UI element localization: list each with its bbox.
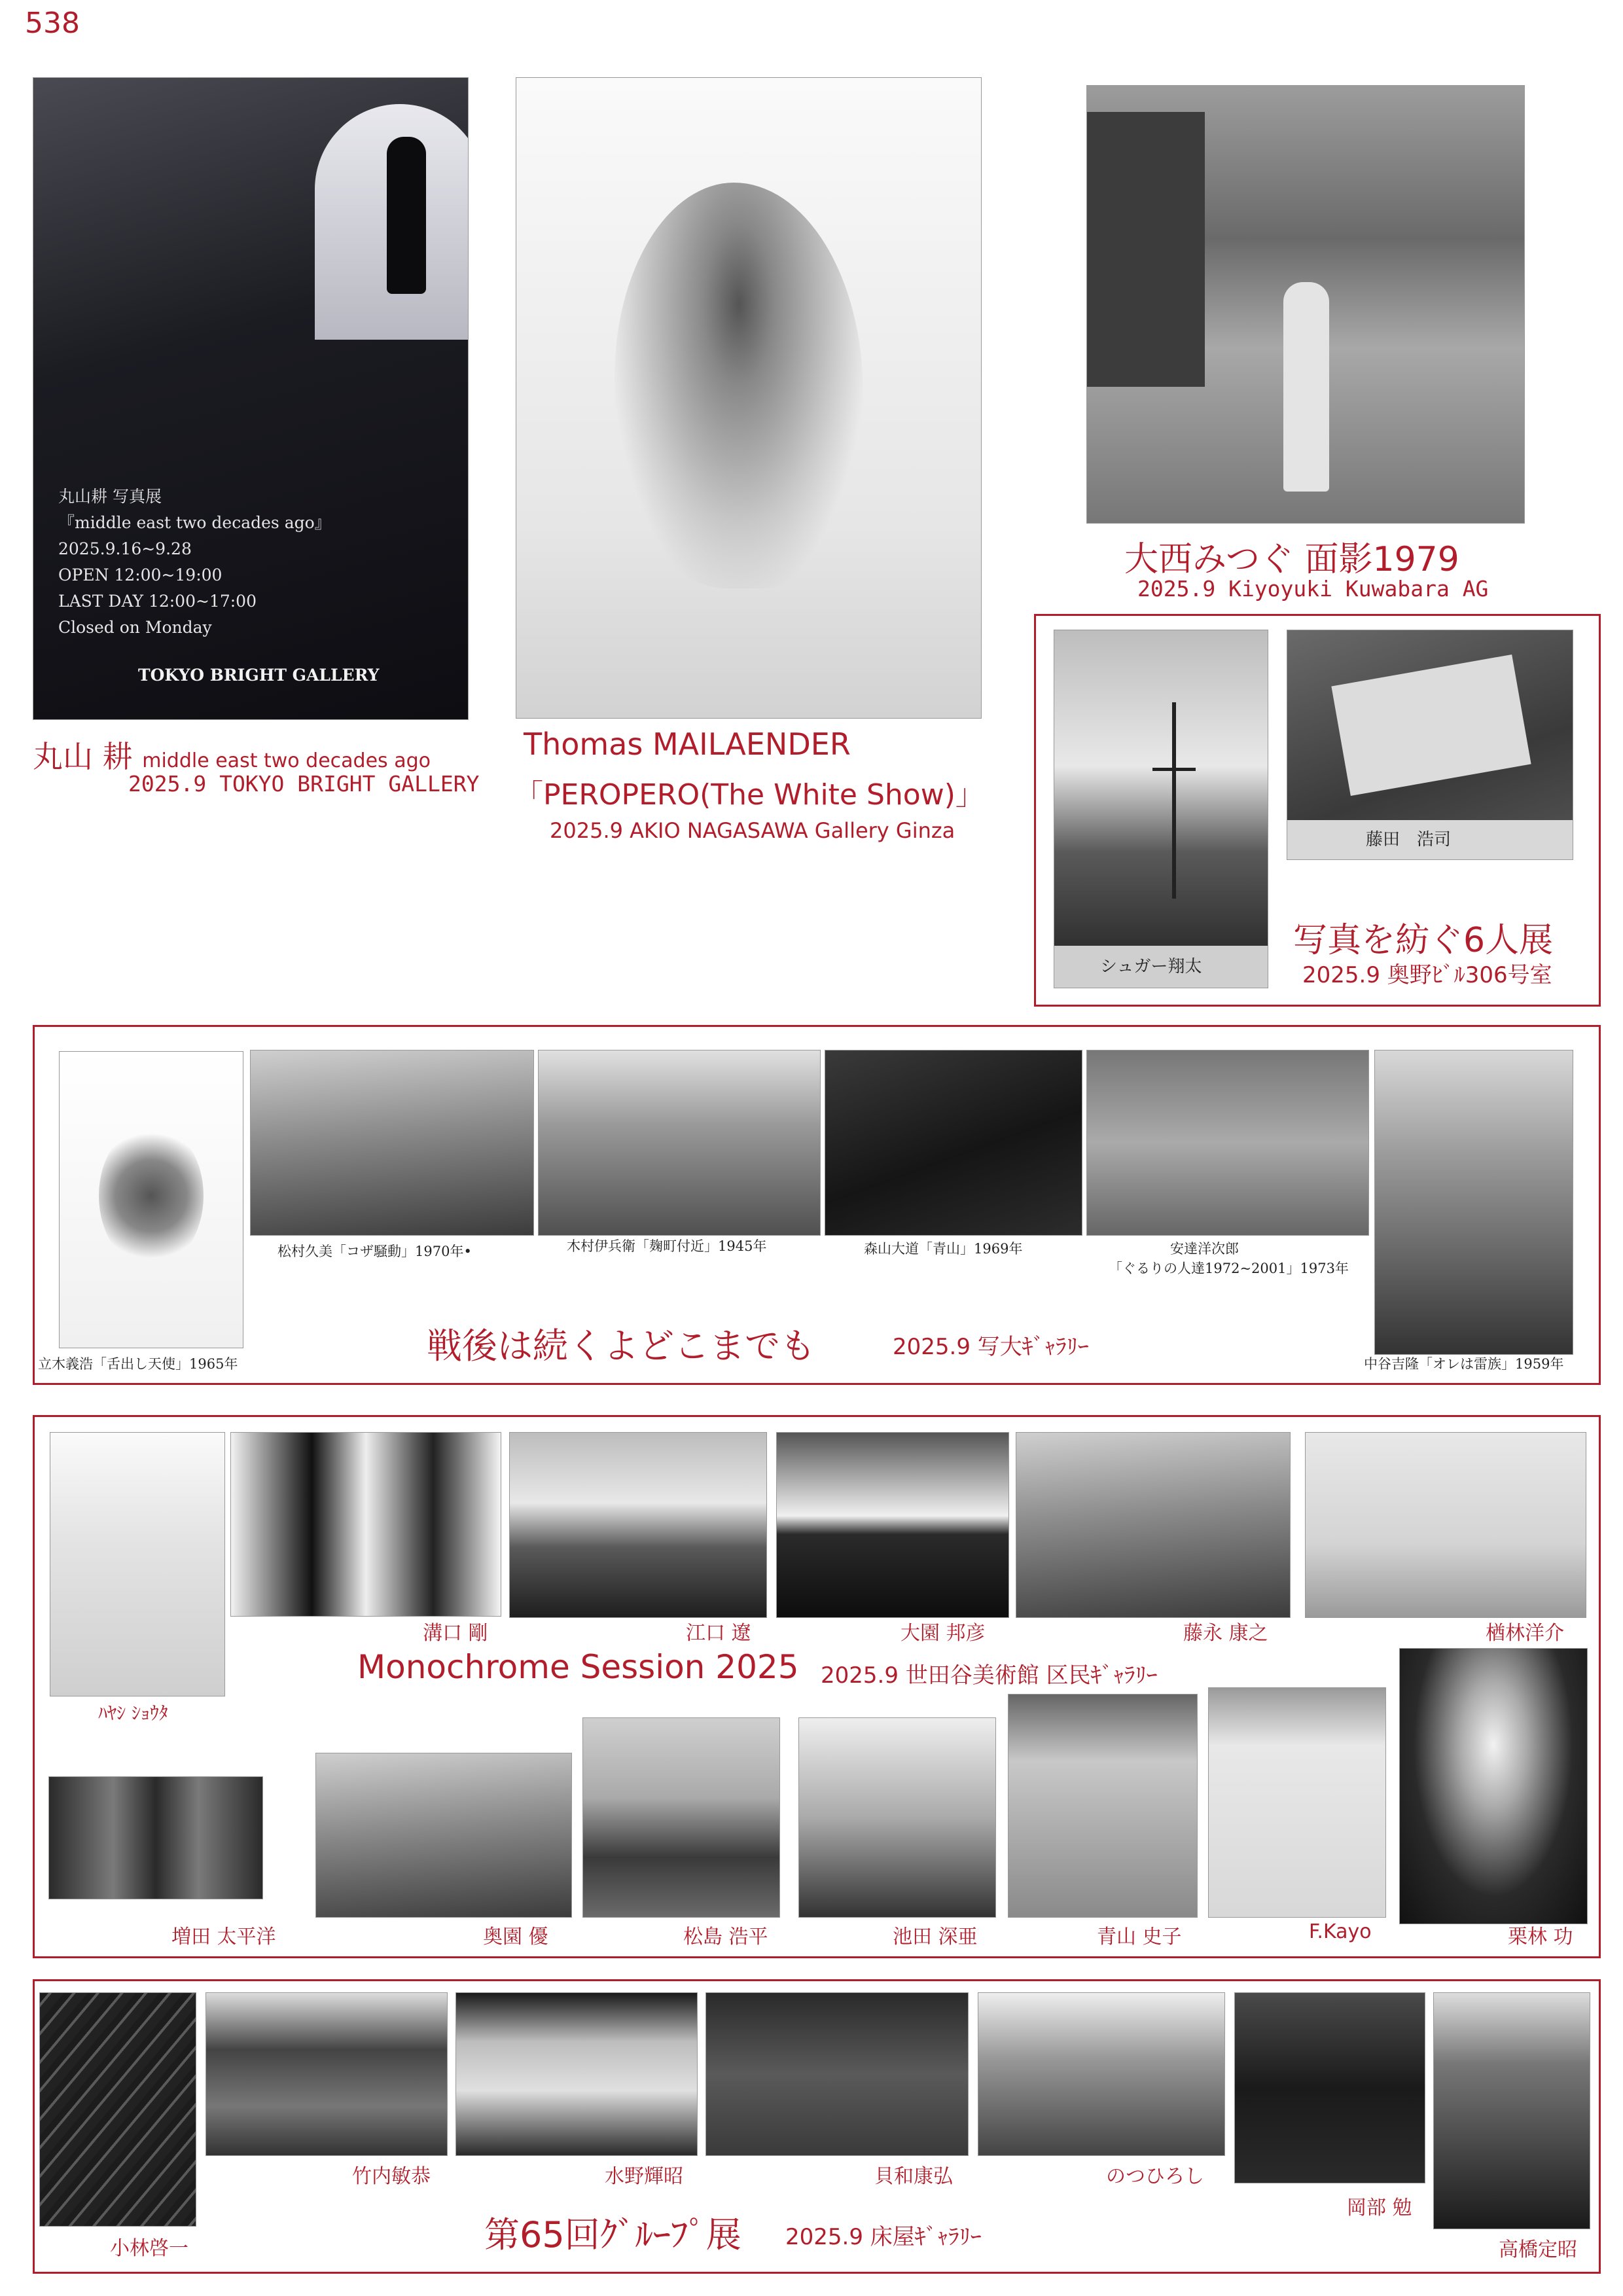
mono-name: 奥園 優: [483, 1926, 548, 1948]
postwar-caption: 立木義浩「舌出し天使」1965年: [38, 1356, 238, 1372]
mono-photo-7: [48, 1776, 263, 1899]
postwar-photo-3: [538, 1050, 821, 1236]
postwar-caption: 松村久美「コザ騒動」1970年•: [277, 1244, 472, 1259]
mono-photo-1: [50, 1432, 225, 1696]
postwar-caption: 木村伊兵衛「麹町付近」1945年: [567, 1238, 767, 1254]
mono-name: F.Kayo: [1309, 1920, 1372, 1943]
poster-line: 丸山耕 写真展: [58, 487, 162, 506]
postwar-caption: 中谷吉隆「オレは雷族」1959年: [1364, 1356, 1564, 1372]
postwar-title: 戦後は続くよどこまでも: [427, 1325, 815, 1367]
maruyama-poster: [33, 77, 469, 720]
group-name: のつひろし: [1106, 2165, 1204, 2188]
six-photo-document: [1287, 630, 1573, 860]
group-photo-1: [39, 1992, 196, 2227]
group-name: 貝和康弘: [874, 2165, 953, 2188]
poster-line: Closed on Monday: [58, 618, 212, 637]
group65-date-venue: 2025.9 床屋ｷﾞｬﾗﾘｰ: [785, 2224, 982, 2250]
mono-photo-9: [582, 1717, 780, 1918]
maruyama-date-venue: 2025.9 TOKYO BRIGHT GALLERY: [128, 771, 480, 797]
postwar-caption: 安達洋次郎: [1170, 1241, 1239, 1257]
mono-title: Monochrome Session 2025: [357, 1648, 799, 1686]
mono-photo-11: [1008, 1694, 1198, 1918]
mono-photo-2: [230, 1432, 501, 1617]
mono-name: 池田 深亜: [893, 1926, 978, 1948]
mono-photo-13: [1399, 1648, 1588, 1924]
onishi-date-venue: 2025.9 Kiyoyuki Kuwabara AG: [1137, 576, 1489, 601]
maruyama-artist: 丸山 耕: [33, 739, 133, 774]
mono-photo-3: [509, 1432, 767, 1618]
mono-photo-12: [1208, 1687, 1386, 1918]
mailaender-date-venue: 2025.9 AKIO NAGASAWA Gallery Ginza: [550, 818, 955, 843]
mono-name: ﾊﾔｼ ｼｮｳﾀ: [98, 1702, 168, 1724]
postwar-caption: 森山大道「青山」1969年: [864, 1241, 1023, 1257]
poster-line: LAST DAY 12:00~17:00: [58, 592, 257, 611]
onishi-title: 大西みつぐ 面影1979: [1124, 540, 1459, 579]
six-photo-cross: [1054, 630, 1268, 988]
group-photo-7: [1433, 1992, 1590, 2229]
onishi-photo: [1086, 85, 1525, 524]
postwar-photo-1: [59, 1051, 243, 1348]
postwar-date-venue: 2025.9 写大ｷﾞｬﾗﾘｰ: [893, 1334, 1089, 1360]
walking-figure: [387, 137, 426, 294]
poster-line: 2025.9.16~9.28: [58, 539, 192, 558]
mono-name: 青山 史子: [1097, 1926, 1182, 1948]
poster-line: 『middle east two decades ago』: [58, 513, 331, 532]
mono-photo-10: [798, 1717, 996, 1918]
six-title: 写真を紡ぐ6人展: [1293, 921, 1554, 960]
photo-label: 藤田 浩司: [1366, 830, 1452, 850]
photo-label: シュガー翔太: [1100, 957, 1202, 977]
mailaender-artist: Thomas MAILAENDER: [524, 726, 851, 762]
page-number: 538: [25, 7, 80, 40]
mono-name: 大園 邦彦: [901, 1622, 986, 1645]
building-shape: [1087, 112, 1205, 387]
postwar-caption: 「ぐるりの人達1972~2001」1973年: [1109, 1261, 1349, 1276]
mono-name: 栗林 功: [1508, 1926, 1573, 1948]
mono-photo-6: [1305, 1432, 1586, 1618]
mono-name: 楢林洋介: [1486, 1622, 1564, 1645]
maruyama-title: middle east two decades ago: [142, 749, 431, 772]
mono-photo-5: [1016, 1432, 1291, 1618]
group-name: 水野輝昭: [605, 2165, 683, 2188]
group-name: 竹内敏恭: [352, 2165, 431, 2188]
postwar-photo-5: [1086, 1050, 1369, 1236]
woman-figure: [1283, 282, 1329, 492]
mailaender-title: 「PEROPERO(The White Show)」: [514, 778, 984, 812]
mono-name: 増田 太平洋: [171, 1926, 276, 1948]
group-name: 小林啓一: [110, 2237, 188, 2260]
group-photo-4: [705, 1992, 969, 2156]
mono-photo-4: [776, 1432, 1009, 1618]
postwar-photo-6: [1374, 1050, 1573, 1355]
mono-date-venue: 2025.9 世田谷美術館 区民ｷﾞｬﾗﾘｰ: [821, 1662, 1158, 1689]
postwar-photo-2: [250, 1050, 534, 1236]
group-photo-5: [978, 1992, 1225, 2156]
mono-name: 藤永 康之: [1183, 1622, 1268, 1645]
group-photo-2: [205, 1992, 448, 2156]
poster-gallery-name: TOKYO BRIGHT GALLERY: [138, 666, 380, 685]
mono-name: 江口 遼: [686, 1622, 751, 1645]
poster-line: OPEN 12:00~19:00: [58, 565, 223, 584]
mailaender-photo: [516, 77, 982, 719]
group-name: 岡部 勉: [1347, 2197, 1412, 2219]
mono-name: 松島 浩平: [683, 1926, 768, 1948]
mono-name: 溝口 剛: [423, 1622, 488, 1645]
six-date-venue: 2025.9 奥野ﾋﾞﾙ306号室: [1302, 962, 1552, 988]
group-photo-6: [1234, 1992, 1425, 2183]
group65-title: 第65回ｸﾞﾙｰﾌﾟ展: [484, 2214, 741, 2255]
cross-bar: [1152, 768, 1196, 771]
postwar-photo-4: [825, 1050, 1082, 1236]
group-photo-3: [455, 1992, 698, 2156]
group-name: 高橋定昭: [1499, 2238, 1577, 2261]
cross-pole: [1172, 702, 1176, 899]
figure-sketch: [615, 183, 863, 588]
mono-photo-8: [315, 1753, 572, 1918]
